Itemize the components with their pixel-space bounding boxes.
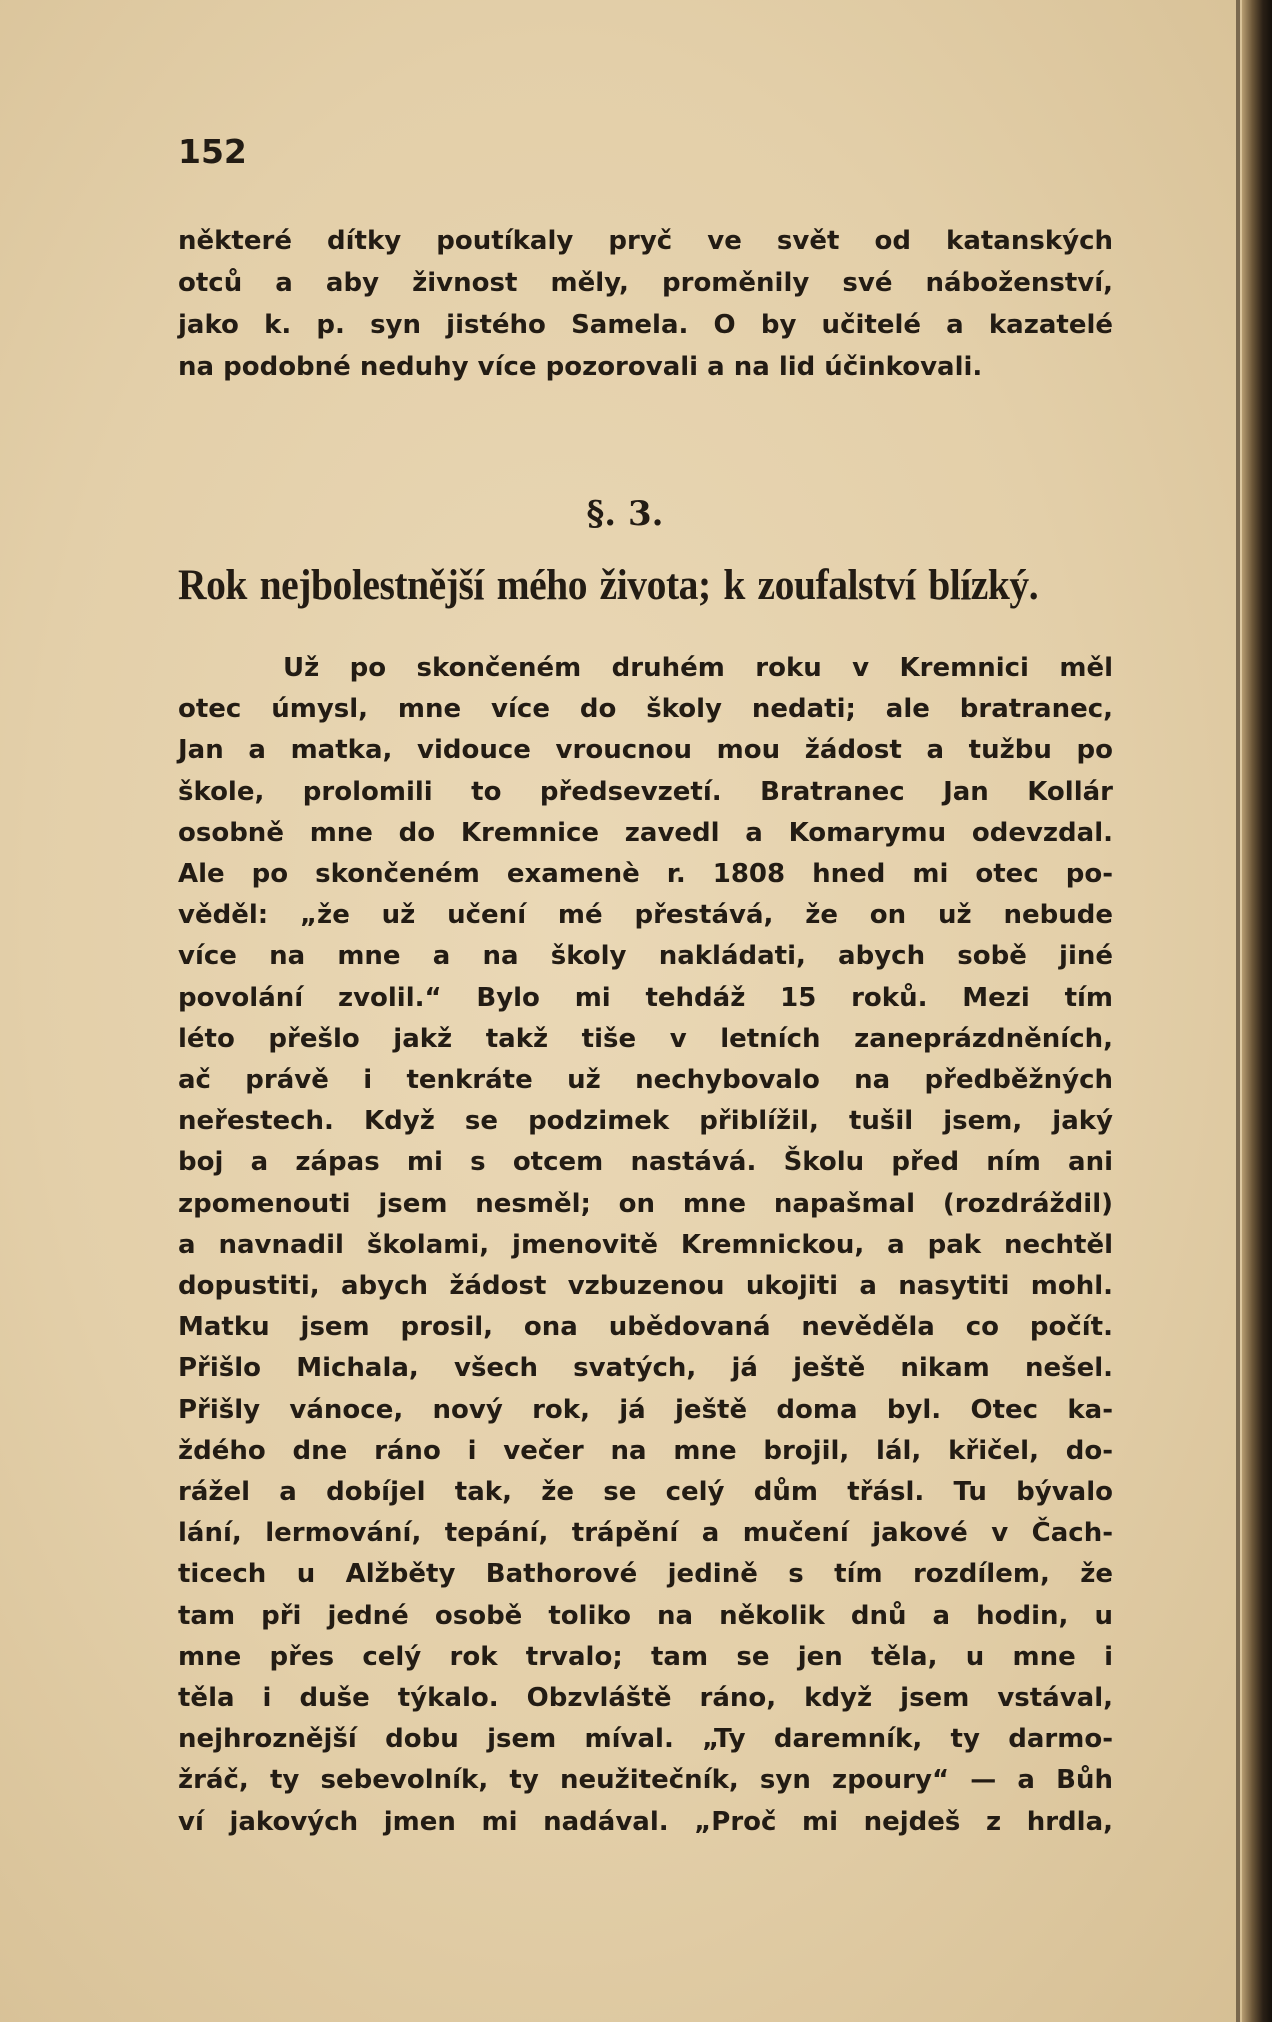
text-line: Přišlo Michala, všech svatých, já ještě nikam nešel. xyxy=(178,1353,1113,1384)
text-line: škole, prolomili to předsevzetí. Bratranec Jan Kollár xyxy=(178,776,1113,807)
page-number: 152 xyxy=(178,132,247,171)
text-line: povolání zvolil.“ Bylo mi tehdáž 15 roků. Mezi tím xyxy=(178,982,1113,1013)
text-line: Už po skončeném druhém roku v Kremnici měl xyxy=(283,653,1113,683)
text-line: otců a aby živnost měly, proměnily své náboženství, xyxy=(178,268,1113,298)
text-line: více na mne a na školy nakládati, abych sobě jiné xyxy=(178,941,1113,972)
text-line: a navnadil školami, jmenovitě Kremnickou, a pak nechtěl xyxy=(178,1229,1113,1260)
text-line: jako k. p. syn jistého Samela. O by učitelé a kazatelé xyxy=(178,310,1113,340)
text-line: otec úmysl, mne více do školy nedati; ale bratranec, xyxy=(178,694,1113,725)
text-line: ždého dne ráno i večer na mne brojil, lál, křičel, do- xyxy=(178,1435,1113,1466)
text-line: ví jakových jmen mi nadával. „Proč mi nejdeš z hrdla, xyxy=(178,1806,1113,1837)
text-line: ticech u Alžběty Bathorové jedině s tím rozdílem, že xyxy=(178,1559,1113,1590)
top-paragraph xyxy=(178,220,1113,388)
text-line: ač právě i tenkráte už nechybovalo na předběžných xyxy=(178,1065,1113,1096)
gutter-shadow-line xyxy=(1236,0,1240,2022)
text-line: některé dítky poutíkaly pryč ve svět od katanských xyxy=(178,226,1113,256)
section-title: Rok nejbolestnější mého života; k zoufalství blízký. xyxy=(178,562,1039,609)
text-line: rážel a dobíjel tak, že se celý dům třásl. Tu bývalo xyxy=(178,1477,1113,1508)
text-line: Matku jsem prosil, ona ubědovaná nevěděla co počít. xyxy=(178,1312,1113,1343)
text-line: Ale po skončeném examenè r. 1808 hned mi otec po- xyxy=(178,859,1113,890)
text-line: žráč, ty sebevolník, ty neužitečník, syn zpoury“ — a Bůh xyxy=(178,1765,1113,1796)
text-line: neřestech. Když se podzimek přiblížil, tušil jsem, jaký xyxy=(178,1106,1113,1137)
text-line: na podobné neduhy více pozorovali a na lid účinkovali. xyxy=(178,352,983,382)
text-line: boj a zápas mi s otcem nastává. Školu před ním ani xyxy=(178,1147,1113,1178)
section-number: §. 3. xyxy=(586,494,664,534)
text-line: mne přes celý rok trvalo; tam se jen těla, u mne i xyxy=(178,1641,1113,1672)
text-line: Jan a matka, vidouce vroucnou mou žádost a tužbu po xyxy=(178,735,1113,766)
text-line: Přišly vánoce, nový rok, já ještě doma byl. Otec ka- xyxy=(178,1394,1113,1425)
text-line: těla i duše týkalo. Obzvláště ráno, když jsem vstával, xyxy=(178,1683,1113,1714)
text-line: osobně mne do Kremnice zavedl a Komarymu odevzdal. xyxy=(178,817,1113,848)
text-line: zpomenouti jsem nesměl; on mne napašmal (rozdráždil) xyxy=(178,1188,1113,1219)
text-line: léto přešlo jakž takž tiše v letních zaneprázdněních, xyxy=(178,1023,1113,1054)
text-line: nejhroznější dobu jsem míval. „Ty daremník, ty darmo- xyxy=(178,1724,1113,1755)
text-line: věděl: „že už učení mé přestává, že on už nebude xyxy=(178,900,1113,931)
book-gutter xyxy=(1242,0,1272,2022)
text-line: lání, lermování, tepání, trápění a mučení jakové v Čach- xyxy=(178,1518,1113,1549)
text-line: dopustiti, abych žádost vzbuzenou ukojiti a nasytiti mohl. xyxy=(178,1271,1113,1302)
main-paragraph xyxy=(178,648,1113,1843)
text-line: tam při jedné osobě toliko na několik dnů a hodin, u xyxy=(178,1600,1113,1631)
